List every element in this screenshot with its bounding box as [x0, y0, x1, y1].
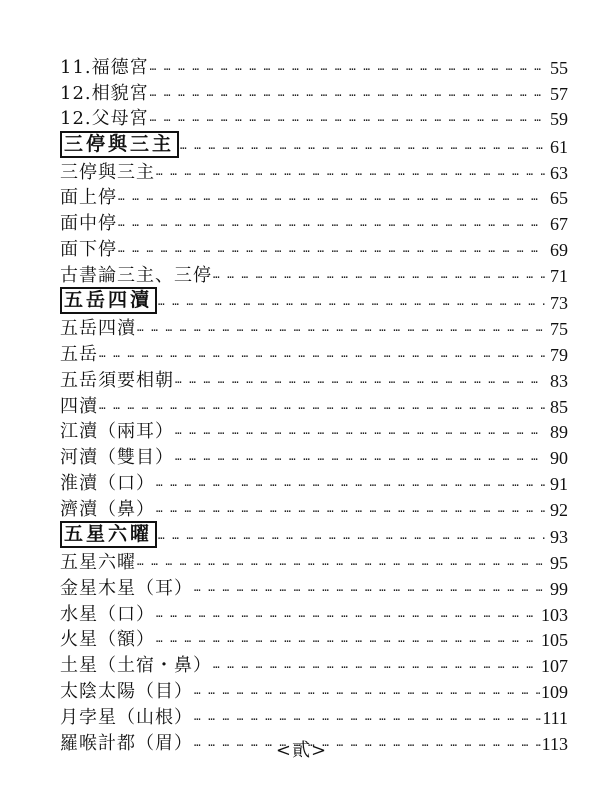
toc-entry-title: 月孛星（山根） — [60, 706, 193, 728]
dot-leader — [213, 658, 540, 672]
toc-entry-title: 11.福德宮 — [60, 56, 149, 78]
toc-section-heading — [60, 130, 568, 158]
dot-leader — [175, 424, 545, 438]
toc-section-heading — [60, 521, 568, 549]
section-heading-title: 五岳四瀆 — [60, 287, 157, 314]
toc-entry — [60, 314, 568, 340]
toc-entry-page: 79 — [550, 344, 568, 365]
toc-entry-title: 面下停 — [60, 239, 117, 261]
toc-entry-page: 95 — [550, 553, 568, 574]
dot-leader — [158, 529, 545, 543]
page-number-footer: <貳> — [275, 740, 328, 761]
toc-entry-page: 111 — [542, 707, 568, 728]
toc-entry — [60, 340, 568, 366]
dot-leader — [213, 268, 545, 282]
toc-entry-title: 面上停 — [60, 187, 117, 209]
toc-entry — [60, 184, 568, 210]
toc-entry-page: 69 — [550, 240, 568, 261]
toc-entry-title: 羅喉計都（眉） — [60, 732, 193, 754]
toc-section-heading — [60, 287, 568, 315]
toc-entry-title: 四瀆 — [60, 395, 98, 417]
toc-entry — [60, 53, 568, 79]
toc-entry-title: 淮瀆（口） — [60, 472, 155, 494]
toc-entry-page: 89 — [550, 422, 568, 443]
dot-leader — [194, 581, 545, 595]
table-of-contents — [60, 53, 568, 755]
toc-entry-page: 75 — [550, 319, 568, 340]
toc-entry — [60, 235, 568, 261]
toc-entry-title: 江瀆（兩耳） — [60, 421, 174, 443]
toc-entry-page: 91 — [550, 473, 568, 494]
toc-entry-page: 85 — [550, 396, 568, 417]
toc-entry-page: 65 — [550, 188, 568, 209]
toc-entry-title: 五岳四瀆 — [60, 318, 136, 340]
toc-entry-title: 火星（額） — [60, 629, 155, 651]
toc-entry-page: 92 — [550, 499, 568, 520]
toc-entry-title: 濟瀆（鼻） — [60, 498, 155, 520]
toc-entry-page: 59 — [550, 109, 568, 130]
toc-entry-page: 73 — [550, 293, 568, 314]
toc-entry-page: 105 — [541, 630, 568, 651]
toc-entry-title: 12.相貌宮 — [60, 82, 149, 104]
dot-leader — [150, 111, 545, 125]
toc-entry-title: 金星木星（耳） — [60, 577, 193, 599]
toc-entry — [60, 600, 568, 626]
toc-entry — [60, 366, 568, 392]
toc-entry — [60, 651, 568, 677]
toc-entry — [60, 392, 568, 418]
toc-entry-page: 99 — [550, 578, 568, 599]
toc-entry-title: 三停與三主 — [60, 161, 155, 183]
toc-entry — [60, 261, 568, 287]
toc-entry-page: 61 — [550, 136, 568, 157]
toc-entry-page: 113 — [541, 733, 568, 754]
toc-entry — [60, 495, 568, 521]
toc-entry-title: 五星六曜 — [60, 552, 136, 574]
toc-entry-title: 水星（口） — [60, 603, 155, 625]
dot-leader — [137, 555, 545, 569]
toc-entry — [60, 703, 568, 729]
dot-leader — [99, 399, 545, 413]
dot-leader — [118, 216, 545, 230]
dot-leader — [150, 60, 545, 74]
toc-entry-page: 93 — [550, 527, 568, 548]
toc-entry-title: 土星（土宿・鼻） — [60, 655, 212, 677]
toc-entry-page: 83 — [550, 370, 568, 391]
toc-entry — [60, 677, 568, 703]
section-heading-title: 五星六曜 — [60, 521, 157, 548]
dot-leader — [175, 450, 545, 464]
toc-entry-page: 63 — [550, 162, 568, 183]
dot-leader — [156, 476, 545, 490]
toc-entry — [60, 443, 568, 469]
dot-leader — [175, 373, 545, 387]
toc-entry-page: 71 — [550, 265, 568, 286]
dot-leader — [118, 190, 545, 204]
toc-entry-page: 109 — [541, 682, 568, 703]
toc-entry-title: 五岳 — [60, 343, 98, 365]
toc-entry — [60, 626, 568, 652]
toc-entry-page: 103 — [541, 604, 568, 625]
dot-leader — [156, 607, 540, 621]
toc-entry-title: 古書論三主、三停 — [60, 264, 212, 286]
section-heading-title: 三停與三主 — [60, 131, 179, 158]
toc-entry — [60, 209, 568, 235]
dot-leader — [150, 86, 545, 100]
toc-entry-title: 面中停 — [60, 213, 117, 235]
toc-entry-page: 67 — [550, 214, 568, 235]
dot-leader — [118, 242, 545, 256]
toc-entry-page: 57 — [550, 83, 568, 104]
toc-entry-page: 107 — [541, 656, 568, 677]
dot-leader — [194, 684, 540, 698]
toc-entry-page: 90 — [550, 448, 568, 469]
toc-entry — [60, 158, 568, 184]
dot-leader — [156, 165, 545, 179]
toc-entry-title: 河瀆（雙目） — [60, 447, 174, 469]
dot-leader — [156, 632, 540, 646]
dot-leader — [180, 139, 545, 153]
toc-entry-title: 12.父母宮 — [60, 108, 149, 130]
toc-entry-title: 太陰太陽（目） — [60, 681, 193, 703]
dot-leader — [194, 710, 541, 724]
toc-entry — [60, 418, 568, 444]
dot-leader — [137, 321, 545, 335]
toc-entry — [60, 105, 568, 131]
toc-entry — [60, 469, 568, 495]
dot-leader — [99, 347, 545, 361]
dot-leader — [158, 295, 545, 309]
toc-entry-title: 五岳須要相朝 — [60, 369, 174, 391]
toc-entry — [60, 79, 568, 105]
toc-entry-page: 55 — [550, 57, 568, 78]
dot-leader — [156, 502, 545, 516]
toc-entry — [60, 548, 568, 574]
toc-entry — [60, 574, 568, 600]
